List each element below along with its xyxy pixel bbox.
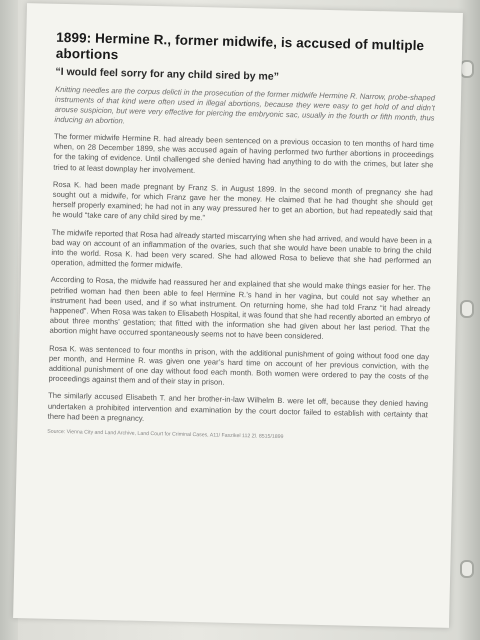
document-content xyxy=(47,30,436,445)
binder-ring xyxy=(460,60,474,78)
document-page xyxy=(13,3,463,628)
body-paragraph: According to Rosa, the midwife had reassured her and explained that she would make things easier for her. The petrified woman had then been able to feel Hermine R.’s hand in her vagina, but could not say whether an instrument had been used, and if so what instrument. On returning home, she had told Franz “it had already happened”. When Rosa was taken to Elisabeth Hospital, it was found that she had recently aborted an embryo of about three months’ gestation; that fitted with the information she had given about her last period. That the abortion might have occurred spontaneously seems not to have been considered. xyxy=(49,275,431,342)
body-paragraph: The similarly accused Elisabeth T. and her brother-in-law Wilhelm B. were let off, because they denied having undertaken a prohibited intervention and examination by the court doctor failed to establish with certainty that there had been a pregnancy. xyxy=(47,391,429,423)
source-citation: Source: Vienna City and Land Archive, Land Court for Criminal Cases, A11/ Faszikel 112 Zl. 8515/1899 xyxy=(47,428,284,441)
binder-ring xyxy=(460,300,474,318)
body-paragraph: Rosa K. had been made pregnant by Franz S. in August 1899. In the second month of pregnancy she had sought out a midwife, for which Franz gave her the money. He claimed that he had thought she should get herself properly examined; he had not in any way pressured her to get an abortion, but had repeatedly said that he would “take care of any child sired by me.” xyxy=(52,179,433,223)
sleeve-edge-right xyxy=(458,0,480,640)
document-subtitle: “I would feel sorry for any child sired by me” xyxy=(55,65,280,83)
body-paragraph: Rosa K. was sentenced to four months in prison, with the additional punishment of going without food one day per month, and Hermine R. was given one year’s hard time on account of her previous conviction, with the additional punishment of one day without food each month. Both women were ordered to pay the costs of the proceedings against them and of their stay in prison. xyxy=(48,343,430,387)
intro-paragraph: Knitting needles are the corpus delicti in the prosecution of the former midwife Hermine R. Narrow, probe-shaped instruments of that kind were often used in illegal abortions, because they were easy to get hold of and didn’t arouse suspicion, but were very effective for piercing the embryonic sac, usually in the fourth or fifth month, thus inducing an abortion. xyxy=(54,84,436,126)
document-title: 1899: Hermine R., former midwife, is accused of multiple abortions xyxy=(55,29,425,63)
body-paragraph: The midwife reported that Rosa had already started miscarrying when she had arrived, and would have been in a bad way on account of an inflammation of the ovaries, such that she would have been unable to bring the child into the world. Rosa K. had been very scared. She had allowed Rosa to believe that she had performed an operation, admitted the former midwife. xyxy=(51,227,432,270)
binder-ring xyxy=(460,560,474,578)
body-paragraph: The former midwife Hermine R. had already been sentenced on a previous occasion to ten months of hard time when, on 28 December 1899, she was accused again of having performed two further abortions in proceedings for the taking of evidence. Until challenged she denied having had anything to do with the crimes, but later she tried to at least downplay her involvement. xyxy=(53,131,435,175)
